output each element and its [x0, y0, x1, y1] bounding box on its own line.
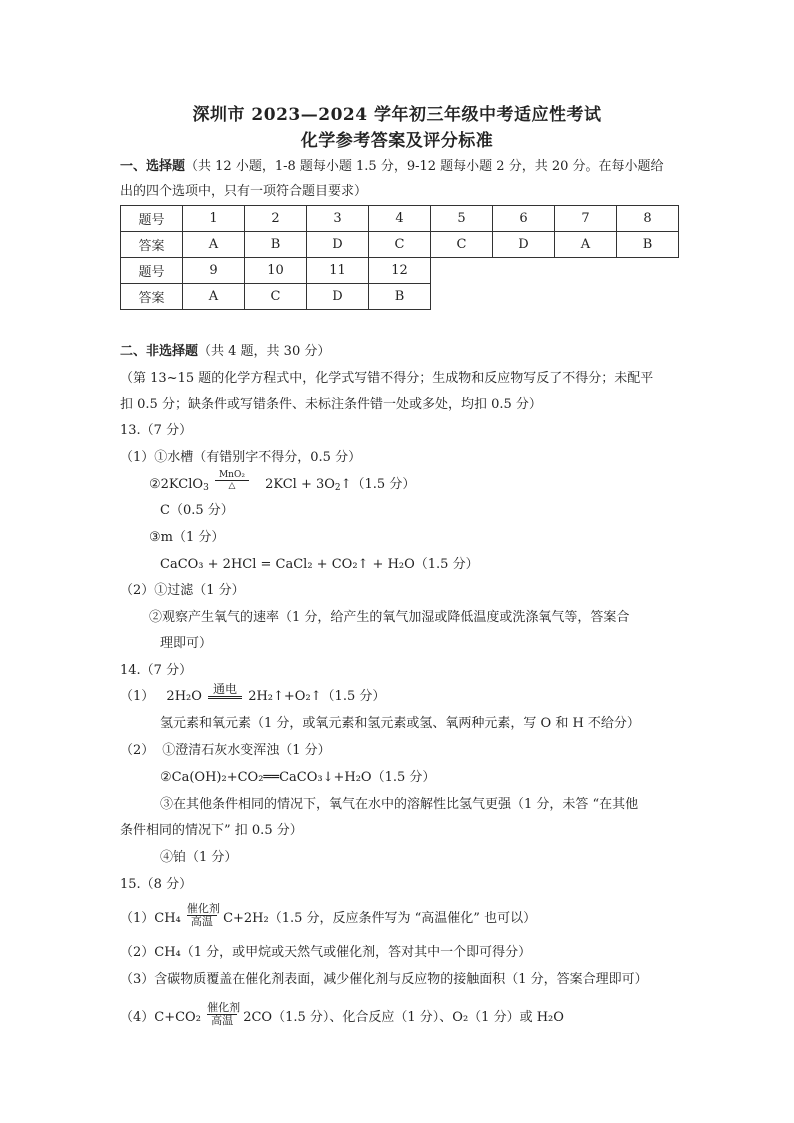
section1-heading: 一、选择题 [120, 159, 186, 174]
table-cell-empty [493, 258, 555, 284]
section2-note-line1: （第 13~15 题的化学方程式中，化学式写错不得分；生成物和反应物写反了不得分；未配平 [120, 371, 654, 386]
reaction-condition: MnO₂ △ [215, 470, 249, 491]
table-cell-empty [493, 284, 555, 310]
section1-desc-line2: 出的四个选项中，只有一项符合题目要求） [120, 184, 368, 199]
table-cell-empty [555, 258, 617, 284]
q14-line3: （2） ①澄清石灰水变浑浊（1 分） [120, 743, 331, 758]
section2-heading: 二、非选择题 [120, 344, 199, 359]
q13-line3: C（0.5 分） [160, 503, 234, 518]
table-cell-empty [555, 284, 617, 310]
table-cell-label: 题号 [121, 258, 183, 284]
table-cell: 3 [307, 206, 369, 232]
q13-equation2: CaCO₃ + 2HCl = CaCl₂ + CO₂↑ + H₂O（1.5 分） [160, 557, 479, 572]
table-cell-label: 答案 [121, 284, 183, 310]
table-cell: 10 [245, 258, 307, 284]
q15-equation4: （4）C+CO₂ 催化剂 高温 2CO（1.5 分）、化合反应（1 分）、O₂（1 分）或 H₂O [120, 1001, 564, 1027]
table-row [121, 284, 679, 310]
reaction-condition: 通电 [208, 683, 242, 699]
q14-line7: ④铂（1 分） [160, 850, 238, 865]
table-row [121, 232, 679, 258]
reaction-condition: 催化剂 高温 [207, 1001, 241, 1027]
table-cell: 2 [245, 206, 307, 232]
table-cell: 7 [555, 206, 617, 232]
table-cell-empty [431, 258, 493, 284]
table-row [121, 258, 679, 284]
table-cell: B [617, 232, 679, 258]
table-cell: 12 [369, 258, 431, 284]
table-cell: D [493, 232, 555, 258]
table-cell: A [555, 232, 617, 258]
q14-equation1: （1） 2H₂O 通电 2H₂↑+O₂↑（1.5 分） [120, 681, 386, 704]
table-cell: B [245, 232, 307, 258]
table-cell: C [431, 232, 493, 258]
q14-line6: 条件相同的情况下” 扣 0.5 分） [120, 823, 303, 838]
q14-line4: ②Ca(OH)₂+CO₂══CaCO₃↓+H₂O（1.5 分） [160, 770, 436, 785]
table-cell: 8 [617, 206, 679, 232]
document-subtitle: 化学参考答案及评分标准 [300, 131, 494, 151]
q15-line2: （2）CH₄（1 分，或甲烷或天然气或催化剂，答对其中一个即可得分） [120, 945, 532, 960]
q14-line5: ③在其他条件相同的情况下，氧气在水中的溶解性比氢气更强（1 分，未答 “在其他 [160, 797, 639, 812]
q13-line8: 理即可） [160, 636, 213, 651]
table-cell: B [369, 284, 431, 310]
table-cell: 11 [307, 258, 369, 284]
table-cell-empty [431, 284, 493, 310]
q14-heading: 14.（7 分） [120, 663, 193, 678]
section2-note-line2: 扣 0.5 分；缺条件或写错条件、未标注条件错一处或多处，均扣 0.5 分） [120, 397, 542, 412]
q13-line7: ②观察产生氧气的速率（1 分，给产生的氧气加湿或降低温度或洗涤氧气等，答案合 [149, 610, 630, 625]
q13-equation1: ②2KClO$_3$ MnO₂ △ $2KCl + 3O_2↑(1.5$ 分） [149, 470, 416, 493]
section2-heading-line [120, 343, 330, 361]
q15-equation1: （1）CH₄ 催化剂 高温 C+2H₂（1.5 分，反应条件写为 “高温催化” 也可以） [120, 902, 537, 928]
q13-line4: ③m（1 分） [149, 530, 225, 545]
table-cell: 9 [183, 258, 245, 284]
section2-heading-rest: （共 4 题，共 30 分） [198, 344, 331, 359]
table-cell: 6 [493, 206, 555, 232]
table-cell: A [183, 284, 245, 310]
table-cell: 4 [369, 206, 431, 232]
table-cell: A [183, 232, 245, 258]
table-cell-label: 答案 [121, 232, 183, 258]
document-title: 深圳市 2023—2024 学年初三年级中考适应性考试 [192, 105, 602, 125]
table-cell-empty [617, 258, 679, 284]
q14-line2: 氢元素和氧元素（1 分，或氧元素和氢元素或氢、氧两种元素，写 O 和 H 不给分） [160, 716, 640, 731]
table-cell-label: 题号 [121, 206, 183, 232]
table-cell: 5 [431, 206, 493, 232]
section1-description [120, 158, 664, 176]
table-cell-empty [617, 284, 679, 310]
table-cell: C [245, 284, 307, 310]
table-cell: 1 [183, 206, 245, 232]
q13-line6: （2）①过滤（1 分） [120, 583, 245, 598]
reaction-condition: 催化剂 高温 [186, 902, 220, 928]
table-cell: D [307, 232, 369, 258]
q15-heading: 15.（8 分） [120, 877, 193, 892]
table-cell: D [307, 284, 369, 310]
q13-line1: （1）①水槽（有错别字不得分，0.5 分） [120, 450, 362, 465]
q13-heading: 13.（7 分） [120, 423, 193, 438]
table-cell: C [369, 232, 431, 258]
table-row [121, 206, 679, 232]
section1-desc-line1: （共 12 小题，1-8 题每小题 1.5 分，9-12 题每小题 2 分，共 20 分。在每小题给 [185, 159, 664, 174]
answer-table [120, 205, 679, 310]
q15-line3: （3）含碳物质覆盖在催化剂表面，减少催化剂与反应物的接触面积（1 分，答案合理即可） [120, 972, 648, 987]
